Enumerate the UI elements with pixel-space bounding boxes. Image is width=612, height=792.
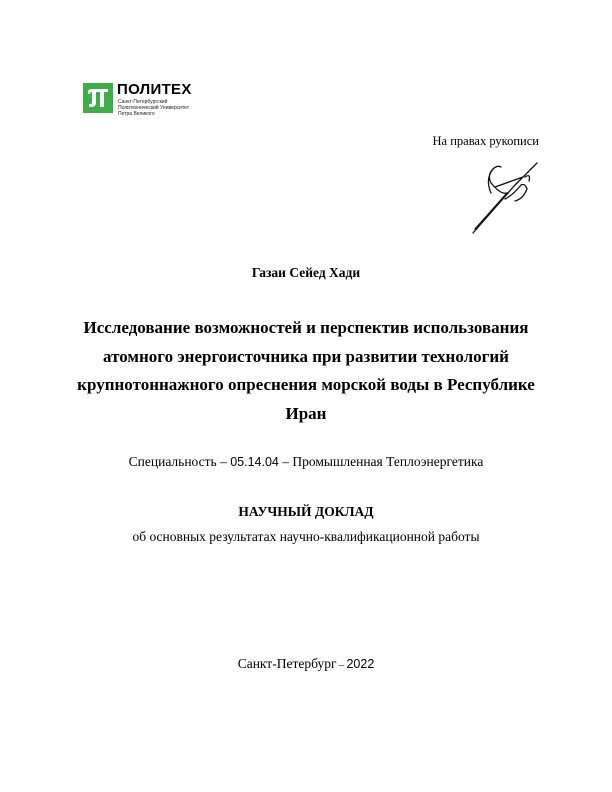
specialty-code: 05.14.04 xyxy=(230,455,279,469)
title-line: Исследование возможностей и перспектив использования xyxy=(83,318,529,337)
specialty xyxy=(0,454,612,470)
city: Санкт-Петербург xyxy=(237,656,337,671)
pi-logo-icon xyxy=(83,83,113,113)
logo-mark xyxy=(83,83,113,113)
document-title xyxy=(0,314,612,428)
manuscript-note: На правах рукописи xyxy=(432,134,539,148)
title-line: Иран xyxy=(285,403,327,423)
report-subheading: об основных результатах научно-квалификационной работы xyxy=(132,529,480,544)
city-year xyxy=(0,656,612,672)
title-line: атомного энергоисточника при развитии технологий xyxy=(103,346,509,366)
logo-text xyxy=(117,82,192,117)
specialty-prefix: Специальность – xyxy=(128,454,231,469)
report-heading: НАУЧНЫЙ ДОКЛАД xyxy=(238,504,374,519)
dash: – xyxy=(336,660,347,671)
logo-subtitle-line: Политехнический Университет xyxy=(118,105,190,111)
author-name: Газаи Сейед Хади xyxy=(251,265,361,280)
logo-title: ПОЛИТЕХ xyxy=(117,81,192,98)
specialty-name: – Промышленная Теплоэнергетика xyxy=(278,454,484,469)
logo-subtitle-line: Санкт-Петербургский xyxy=(118,99,168,105)
title-line: крупнотоннажного опреснения морской воды в Республике xyxy=(77,375,535,394)
year: 2022 xyxy=(346,657,375,671)
logo-subtitle-line: Петра Великого xyxy=(118,111,155,117)
signature xyxy=(465,155,550,240)
